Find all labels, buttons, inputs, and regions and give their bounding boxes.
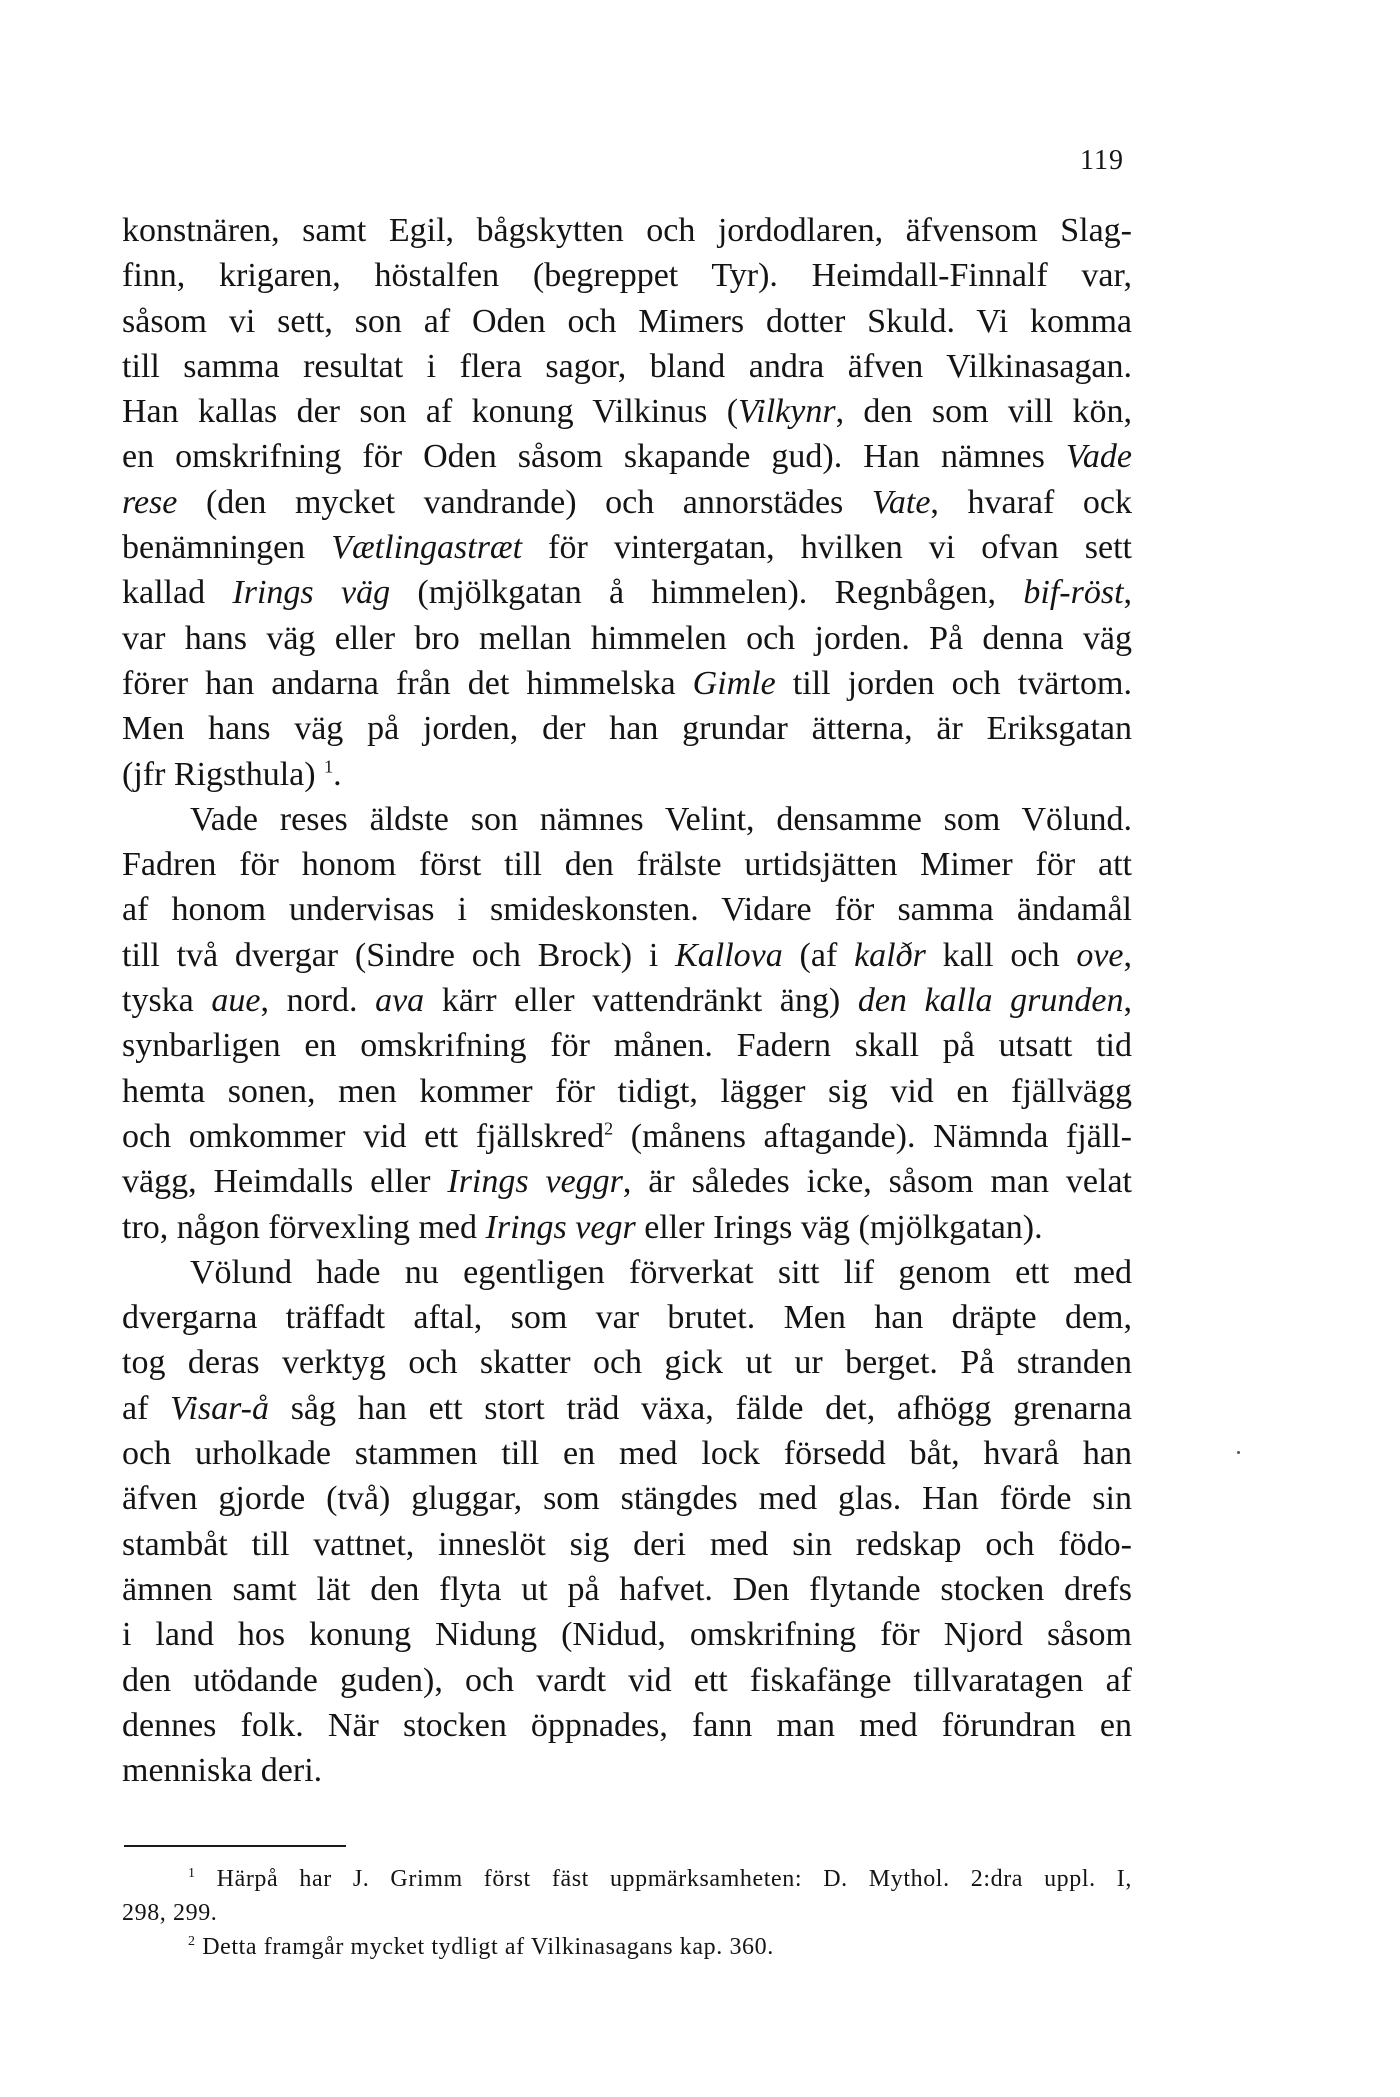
text-line xyxy=(122,1703,1132,1748)
text-run: Han kallas der son af konung Vilkinus ( xyxy=(122,393,739,431)
text-line xyxy=(122,1522,1132,1567)
text-run: (af xyxy=(782,936,855,974)
text-run: såg han ett stort träd växa, fälde det, afhögg grenarna xyxy=(268,1389,1132,1427)
text-run: , den som vill kön, xyxy=(835,393,1132,431)
text-run: (mjölkgatan å himmelen). Regnbågen, xyxy=(390,574,1024,612)
text-line xyxy=(122,1930,1132,1964)
text-run: Detta framgår mycket tydligt af Vilkinasagans kap. 360. xyxy=(195,1934,774,1960)
text-run: dennes folk. När stocken öppnades, fann man med förundran en xyxy=(122,1706,1132,1744)
footnote-ref: 1 xyxy=(324,756,334,777)
text-run: , är således icke, såsom man velat xyxy=(622,1163,1132,1201)
text-run: , xyxy=(1123,982,1132,1020)
text-line xyxy=(122,208,1132,253)
text-run: . xyxy=(333,755,342,793)
text-run: för vintergatan, hvilken vi ofvan sett xyxy=(522,529,1132,567)
text-run: kall och xyxy=(925,936,1077,974)
text-run: menniska deri. xyxy=(122,1752,323,1790)
text-run: benämningen xyxy=(122,529,332,567)
italic-text: Visar-å xyxy=(170,1389,269,1427)
text-line xyxy=(122,1205,1132,1250)
text-line xyxy=(122,978,1132,1023)
italic-text: Irings veggr xyxy=(447,1163,623,1201)
italic-text: Kallova xyxy=(675,936,783,974)
text-run: , xyxy=(1123,574,1133,612)
text-line xyxy=(122,752,1132,797)
text-run: Fadren för honom först till den frälste urtidsjätten Mimer för att xyxy=(122,846,1132,884)
text-run: och omkommer vid ett fjällskred xyxy=(122,1117,605,1155)
print-speck xyxy=(1237,1451,1240,1454)
text-run: Härpå har J. Grimm först fäst uppmärksamheten: D. Mythol. 2:dra uppl. I, xyxy=(195,1866,1132,1892)
text-run: dvergarna träffadt aftal, som var brutet. Men han dräpte dem, xyxy=(122,1299,1132,1337)
paragraph-3 xyxy=(122,1250,1132,1794)
text-line xyxy=(122,1340,1132,1385)
body-text xyxy=(122,208,1132,1793)
text-run: tog deras verktyg och skatter och gick ut ur berget. På stranden xyxy=(122,1344,1132,1382)
text-line xyxy=(122,1612,1132,1657)
footnote-1 xyxy=(122,1862,1132,1930)
page-number: 119 xyxy=(1080,145,1124,176)
text-run: hemta sonen, men kommer för tidigt, lägger sig vid en fjällvägg xyxy=(122,1072,1132,1110)
italic-text: bif-röst xyxy=(1023,574,1124,612)
italic-text: Irings vegr xyxy=(485,1208,636,1246)
text-line xyxy=(122,434,1132,479)
text-run: till samma resultat i flera sagor, bland andra äfven Vilkinasagan. xyxy=(122,347,1132,385)
text-run: (jfr Rigsthula) xyxy=(122,755,325,793)
footnote-ref: 1 xyxy=(188,1866,196,1881)
text-run: (månens aftagande). Nämnda fjäll- xyxy=(613,1117,1132,1155)
text-run: tyska xyxy=(122,982,212,1020)
text-line xyxy=(122,1896,1132,1930)
text-run: , hvaraf ock xyxy=(930,483,1132,521)
italic-text: aue xyxy=(211,982,261,1020)
footnotes xyxy=(122,1862,1132,1964)
italic-text: Vætlingastræt xyxy=(331,529,523,567)
text-line xyxy=(122,1658,1132,1703)
text-run: (den mycket vandrande) och annorstädes xyxy=(177,483,872,521)
text-run: Men hans väg på jorden, der han grundar ätterna, är Eriksgatan xyxy=(122,710,1132,748)
footnote-ref: 2 xyxy=(188,1934,196,1949)
text-run: , nord. xyxy=(260,982,376,1020)
footnote-ref: 2 xyxy=(604,1118,614,1139)
text-run: kärr eller vattendränkt äng) xyxy=(424,982,858,1020)
italic-text: Gimle xyxy=(692,664,776,702)
text-run: 298, 299. xyxy=(122,1900,218,1926)
text-line xyxy=(122,1862,1132,1896)
footnote-separator xyxy=(124,1845,346,1847)
text-run: stambåt till vattnet, inneslöt sig deri med sin redskap och födo- xyxy=(122,1525,1132,1563)
text-run: till två dvergar (Sindre och Brock) i xyxy=(122,936,676,974)
text-line xyxy=(122,1069,1132,1114)
italic-text: kalðr xyxy=(854,936,926,974)
text-line xyxy=(122,842,1132,887)
text-line xyxy=(122,1567,1132,1612)
text-run: af honom undervisas i smideskonsten. Vidare för samma ändamål xyxy=(122,891,1132,929)
text-line xyxy=(122,389,1132,434)
italic-text: ava xyxy=(375,982,425,1020)
text-line xyxy=(122,933,1132,978)
text-run: konstnären, samt Egil, bågskytten och jordodlaren, äfvensom Slag- xyxy=(122,212,1132,249)
text-line xyxy=(122,1431,1132,1476)
italic-text: Vilkynr xyxy=(738,393,836,431)
text-line xyxy=(122,1386,1132,1431)
text-run: var hans väg eller bro mellan himmelen och jorden. På denna väg xyxy=(122,619,1132,657)
text-line xyxy=(122,253,1132,298)
text-line xyxy=(122,1748,1132,1793)
text-line xyxy=(122,570,1132,615)
italic-text: den kalla grunden xyxy=(857,982,1124,1020)
text-line xyxy=(122,661,1132,706)
text-line xyxy=(122,299,1132,344)
text-line xyxy=(122,1114,1132,1159)
text-line xyxy=(122,344,1132,389)
footnote-2 xyxy=(122,1930,1132,1964)
text-run: af xyxy=(122,1389,171,1427)
text-run: synbarligen en omskrifning för månen. Fadern skall på utsatt tid xyxy=(122,1027,1132,1065)
text-line xyxy=(122,1159,1132,1204)
text-line xyxy=(122,1023,1132,1068)
text-run: ämnen samt lät den flyta ut på hafvet. Den flytande stocken drefs xyxy=(122,1570,1132,1608)
italic-text: Vate xyxy=(871,483,931,521)
italic-text: Vade xyxy=(1065,438,1132,476)
text-run: den utödande guden), och vardt vid ett fiskafänge tillvaratagen af xyxy=(122,1661,1132,1699)
italic-text: ove xyxy=(1076,936,1124,974)
text-run: i land hos konung Nidung (Nidud, omskrifning för Njord såsom xyxy=(122,1616,1132,1654)
text-run: vägg, Heimdalls eller xyxy=(122,1163,448,1201)
text-line xyxy=(122,1295,1132,1340)
text-line xyxy=(122,525,1132,570)
text-run: en omskrifning för Oden såsom skapande gud). Han nämnes xyxy=(122,438,1066,476)
text-run: och urholkade stammen till en med lock försedd båt, hvarå han xyxy=(122,1435,1132,1473)
text-line xyxy=(122,1476,1132,1521)
paragraph-2 xyxy=(122,797,1132,1250)
text-run: eller Irings väg (mjölkgatan). xyxy=(635,1208,1043,1246)
text-run: , xyxy=(1123,936,1132,974)
text-line xyxy=(122,797,1132,842)
italic-text: Irings väg xyxy=(232,574,391,612)
text-line xyxy=(122,616,1132,661)
text-run: finn, krigaren, höstalfen (begreppet Tyr). Heimdall-Finnalf var, xyxy=(122,257,1132,295)
text-run: tro, någon förvexling med xyxy=(122,1208,486,1246)
text-line xyxy=(122,706,1132,751)
text-line xyxy=(122,480,1132,525)
text-run: Vade reses äldste son nämnes Velint, densamme som Völund. xyxy=(190,800,1132,838)
text-line xyxy=(122,1250,1132,1295)
italic-text: rese xyxy=(122,483,178,521)
text-run: Völund hade nu egentligen förverkat sitt lif genom ett med xyxy=(190,1253,1132,1291)
text-line xyxy=(122,887,1132,932)
text-run: förer han andarna från det himmelska xyxy=(122,664,693,702)
paragraph-1 xyxy=(122,208,1132,797)
text-run: såsom vi sett, son af Oden och Mimers dotter Skuld. Vi komma xyxy=(122,302,1132,340)
text-run: kallad xyxy=(122,574,233,612)
text-run: äfven gjorde (två) gluggar, som stängdes med glas. Han förde sin xyxy=(122,1480,1132,1518)
text-run: till jorden och tvärtom. xyxy=(775,664,1132,702)
